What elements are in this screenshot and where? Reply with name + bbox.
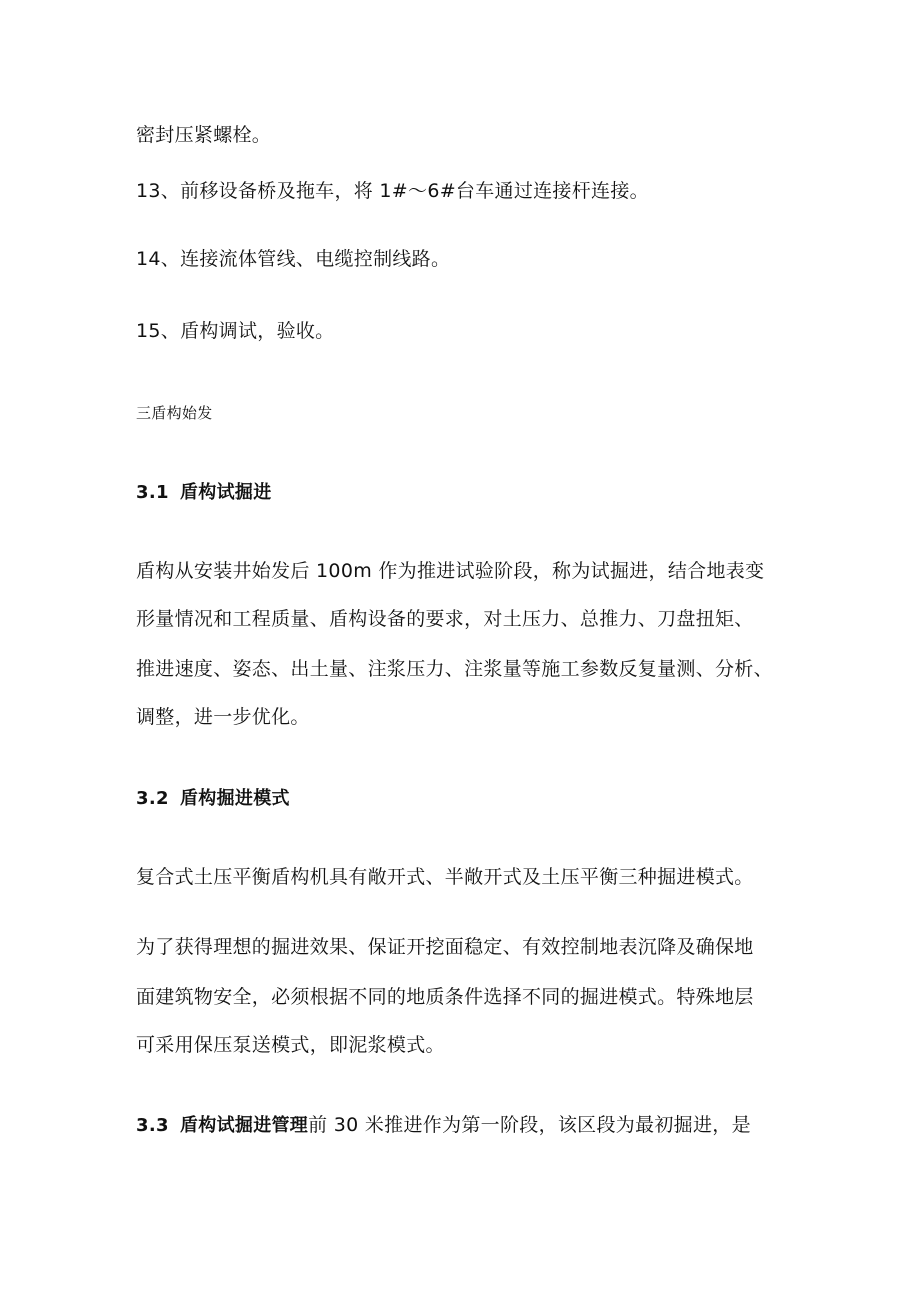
section-heading-3-2 bbox=[136, 786, 290, 812]
list-item-13: 13、前移设备桥及拖车，将 1#～6#台车通过连接杆连接。 bbox=[136, 180, 649, 202]
section-text: 前 30 米推进作为第一阶段，该区段为最初掘进，是 bbox=[308, 1114, 751, 1136]
list-item-14: 14、连接流体管线、电缆控制线路。 bbox=[136, 248, 451, 270]
section-heading-3-3 bbox=[136, 1112, 751, 1139]
paragraph-line: 形量情况和工程质量、盾构设备的要求，对土压力、总推力、刀盘扭矩、 bbox=[136, 608, 754, 630]
section-heading-3-1 bbox=[136, 480, 272, 506]
section-number: 3.1 bbox=[136, 482, 169, 503]
section-title: 盾构试掘进管理 bbox=[180, 1115, 309, 1136]
section-title: 盾构掘进模式 bbox=[180, 788, 290, 809]
paragraph-line: 盾构从安装井始发后 100m 作为推进试验阶段，称为试掘进，结合地表变 bbox=[136, 560, 765, 582]
paragraph-line: 可采用保压泵送模式，即泥浆模式。 bbox=[136, 1034, 445, 1056]
section-number: 3.3 bbox=[136, 1115, 169, 1136]
section-number: 3.2 bbox=[136, 788, 169, 809]
paragraph-line: 推进速度、姿态、出土量、注浆压力、注浆量等施工参数反复量测、分析、 bbox=[136, 658, 773, 680]
paragraph-line: 复合式土压平衡盾构机具有敞开式、半敞开式及土压平衡三种掘进模式。 bbox=[136, 866, 754, 888]
text-line: 密封压紧螺栓。 bbox=[136, 124, 272, 146]
paragraph-line: 为了获得理想的掘进效果、保证开挖面稳定、有效控制地表沉降及确保地 bbox=[136, 936, 754, 958]
chapter-heading: 三盾构始发 bbox=[136, 404, 213, 422]
section-title: 盾构试掘进 bbox=[180, 482, 272, 503]
list-item-15: 15、盾构调试，验收。 bbox=[136, 320, 335, 342]
paragraph-line: 调整，进一步优化。 bbox=[136, 706, 310, 728]
paragraph-line: 面建筑物安全，必须根据不同的地质条件选择不同的掘进模式。特殊地层 bbox=[136, 986, 754, 1008]
